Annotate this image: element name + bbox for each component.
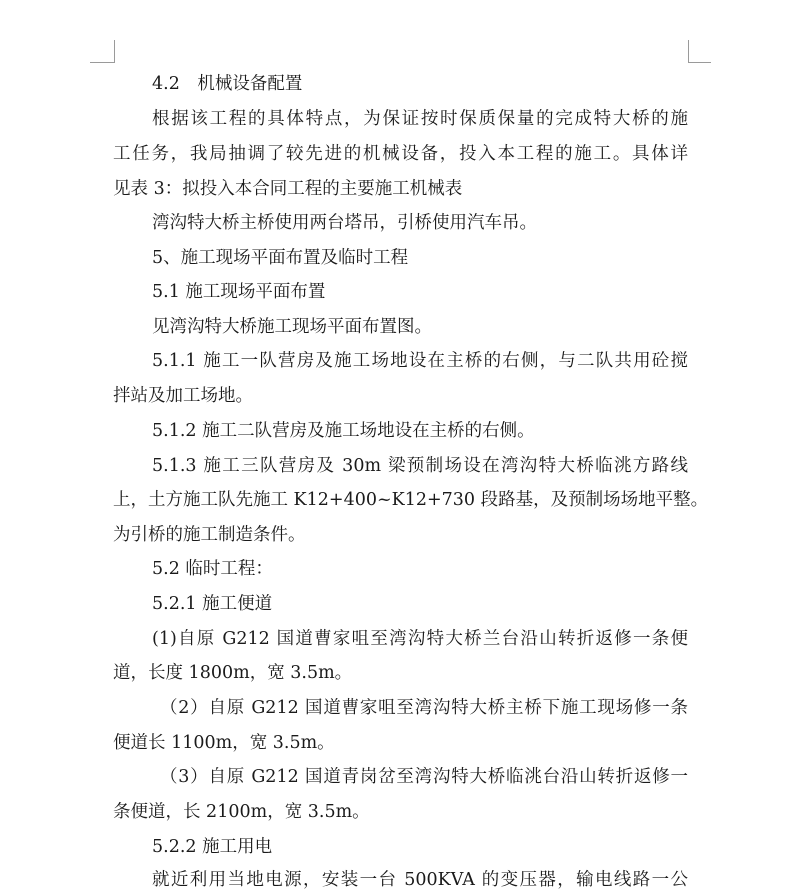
paragraph-line: (1)自原 G212 国道曹家咀至湾沟特大桥兰台沿山转折返修一条便 xyxy=(152,629,688,649)
paragraph-line: 5.1.1 施工一队营房及施工场地设在主桥的右侧，与二队共用砼搅 xyxy=(152,351,688,371)
paragraph-line: 条便道，长 2100m，宽 3.5m。 xyxy=(113,802,370,822)
section-heading-5-1: 5.1 施工现场平面布置 xyxy=(152,282,326,302)
section-heading-5-2: 5.2 临时工程： xyxy=(152,559,273,579)
paragraph-line: 上，土方施工队先施工 K12+400~K12+730 段路基，及预制场场地平整。 xyxy=(113,490,709,510)
paragraph-line: （2）自原 G212 国道曹家咀至湾沟特大桥主桥下施工现场修一条 xyxy=(160,698,688,718)
paragraph-line: （3）自原 G212 国道青岗岔至湾沟特大桥临洮台沿山转折返修一 xyxy=(160,767,688,787)
section-heading-5-2-1: 5.2.1 施工便道 xyxy=(152,594,273,614)
paragraph-line: 道，长度 1800m，宽 3.5m。 xyxy=(113,663,353,683)
paragraph-line: 见表 3：拟投入本合同工程的主要施工机械表 xyxy=(113,179,463,199)
section-heading-4-2: 4.2 机械设备配置 xyxy=(152,74,303,94)
paragraph-line: 见湾沟特大桥施工现场平面布置图。 xyxy=(152,317,432,337)
paragraph-line: 为引桥的施工制造条件。 xyxy=(113,525,306,545)
paragraph-line: 5.1.2 施工二队营房及施工场地设在主桥的右侧。 xyxy=(152,421,535,441)
paragraph-line-partial: 就近利用当地电源，安装一台 500KVA 的变压器，输电线路一公 xyxy=(152,870,688,890)
paragraph-line: 5.1.3 施工三队营房及 30m 梁预制场设在湾沟特大桥临洮方路线 xyxy=(152,456,688,476)
paragraph-line: 工任务，我局抽调了较先进的机械设备，投入本工程的施工。具体详 xyxy=(113,144,688,164)
section-heading-5-2-2: 5.2.2 施工用电 xyxy=(152,837,273,857)
margin-corner-top-right xyxy=(688,40,711,63)
paragraph-line: 根据该工程的具体特点，为保证按时保质保量的完成特大桥的施 xyxy=(152,109,688,129)
section-heading-5: 5、施工现场平面布置及临时工程 xyxy=(152,248,409,268)
margin-corner-top-left xyxy=(90,40,115,63)
paragraph-line: 湾沟特大桥主桥使用两台塔吊，引桥使用汽车吊。 xyxy=(152,213,537,233)
paragraph-line: 便道长 1100m，宽 3.5m。 xyxy=(113,733,335,753)
paragraph-line: 拌站及加工场地。 xyxy=(113,386,253,406)
